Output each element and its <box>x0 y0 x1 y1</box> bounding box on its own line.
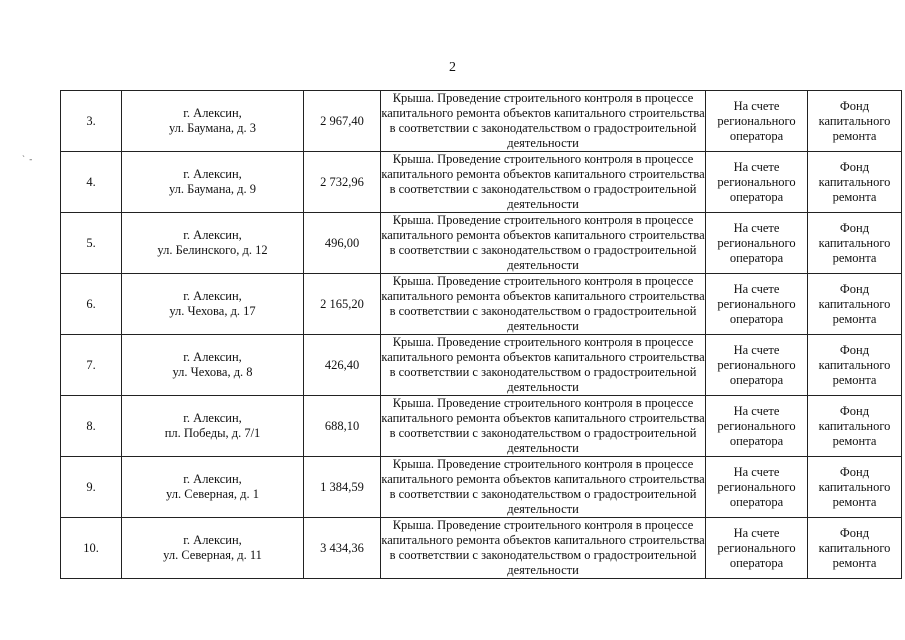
address-city: г. Алексин, <box>183 472 242 486</box>
account-type: На счете регионального оператора <box>706 152 808 213</box>
scan-artifact: ` - <box>22 154 34 164</box>
table-row <box>61 335 902 396</box>
address-city: г. Алексин, <box>183 228 242 242</box>
address-cell <box>122 335 304 396</box>
table-row <box>61 91 902 152</box>
address-cell <box>122 396 304 457</box>
address-cell <box>122 518 304 579</box>
address-city: г. Алексин, <box>183 167 242 181</box>
account-type: На счете регионального оператора <box>706 518 808 579</box>
repair-works-table <box>60 90 902 579</box>
work-description: Крыша. Проведение строительного контроля в процессе капитального ремонта объектов капитального строительства в соответствии с законодательством о градостроительной деятельности <box>381 274 705 333</box>
work-description: Крыша. Проведение строительного контроля в процессе капитального ремонта объектов капитального строительства в соответствии с законодательством о градостроительной деятельности <box>381 152 705 211</box>
area-value: 688,10 <box>304 396 381 457</box>
address-street: ул. Северная, д. 1 <box>166 487 259 501</box>
row-number: 7. <box>61 335 122 396</box>
address-street: ул. Белинского, д. 12 <box>157 243 268 257</box>
account-type: На счете регионального оператора <box>706 335 808 396</box>
funding-source: Фонд капитального ремонта <box>808 91 902 152</box>
address-cell <box>122 457 304 518</box>
address-city: г. Алексин, <box>183 411 242 425</box>
work-description: Крыша. Проведение строительного контроля в процессе капитального ремонта объектов капитального строительства в соответствии с законодательством о градостроительной деятельности <box>381 91 705 150</box>
table-row <box>61 518 902 579</box>
table-row <box>61 213 902 274</box>
row-number: 8. <box>61 396 122 457</box>
table-row <box>61 457 902 518</box>
table-row <box>61 396 902 457</box>
account-type: На счете регионального оператора <box>706 274 808 335</box>
area-value: 2 967,40 <box>304 91 381 152</box>
row-number: 3. <box>61 91 122 152</box>
account-type: На счете регионального оператора <box>706 91 808 152</box>
page-number: 2 <box>449 60 456 75</box>
table-row <box>61 152 902 213</box>
funding-source: Фонд капитального ремонта <box>808 274 902 335</box>
address-street: ул. Баумана, д. 3 <box>168 121 257 135</box>
work-description: Крыша. Проведение строительного контроля в процессе капитального ремонта объектов капитального строительства в соответствии с законодательством о градостроительной деятельности <box>381 335 705 394</box>
funding-source: Фонд капитального ремонта <box>808 335 902 396</box>
account-type: На счете регионального оператора <box>706 396 808 457</box>
row-number: 5. <box>61 213 122 274</box>
funding-source: Фонд капитального ремонта <box>808 457 902 518</box>
address-street: пл. Победы, д. 7/1 <box>164 426 261 440</box>
row-number: 10. <box>61 518 122 579</box>
address-street: ул. Чехова, д. 17 <box>169 304 256 318</box>
address-cell <box>122 213 304 274</box>
address-cell <box>122 152 304 213</box>
address-street: ул. Чехова, д. 8 <box>172 365 253 379</box>
address-street: ул. Баумана, д. 9 <box>168 182 257 196</box>
address-city: г. Алексин, <box>183 106 242 120</box>
area-value: 1 384,59 <box>304 457 381 518</box>
work-description: Крыша. Проведение строительного контроля в процессе капитального ремонта объектов капитального строительства в соответствии с законодательством о градостроительной деятельности <box>381 396 705 455</box>
row-number: 9. <box>61 457 122 518</box>
area-value: 426,40 <box>304 335 381 396</box>
address-city: г. Алексин, <box>183 350 242 364</box>
area-value: 2 732,96 <box>304 152 381 213</box>
address-street: ул. Северная, д. 11 <box>163 548 262 562</box>
work-description: Крыша. Проведение строительного контроля в процессе капитального ремонта объектов капитального строительства в соответствии с законодательством о градостроительной деятельности <box>381 213 705 272</box>
table-row <box>61 274 902 335</box>
area-value: 2 165,20 <box>304 274 381 335</box>
row-number: 4. <box>61 152 122 213</box>
funding-source: Фонд капитального ремонта <box>808 396 902 457</box>
funding-source: Фонд капитального ремонта <box>808 152 902 213</box>
area-value: 496,00 <box>304 213 381 274</box>
funding-source: Фонд капитального ремонта <box>808 518 902 579</box>
table-body <box>61 91 902 579</box>
work-description: Крыша. Проведение строительного контроля в процессе капитального ремонта объектов капитального строительства в соответствии с законодательством о градостроительной деятельности <box>381 518 705 577</box>
account-type: На счете регионального оператора <box>706 213 808 274</box>
address-cell <box>122 91 304 152</box>
address-cell <box>122 274 304 335</box>
funding-source: Фонд капитального ремонта <box>808 213 902 274</box>
work-description: Крыша. Проведение строительного контроля в процессе капитального ремонта объектов капитального строительства в соответствии с законодательством о градостроительной деятельности <box>381 457 705 516</box>
address-city: г. Алексин, <box>183 533 242 547</box>
row-number: 6. <box>61 274 122 335</box>
account-type: На счете регионального оператора <box>706 457 808 518</box>
address-city: г. Алексин, <box>183 289 242 303</box>
area-value: 3 434,36 <box>304 518 381 579</box>
